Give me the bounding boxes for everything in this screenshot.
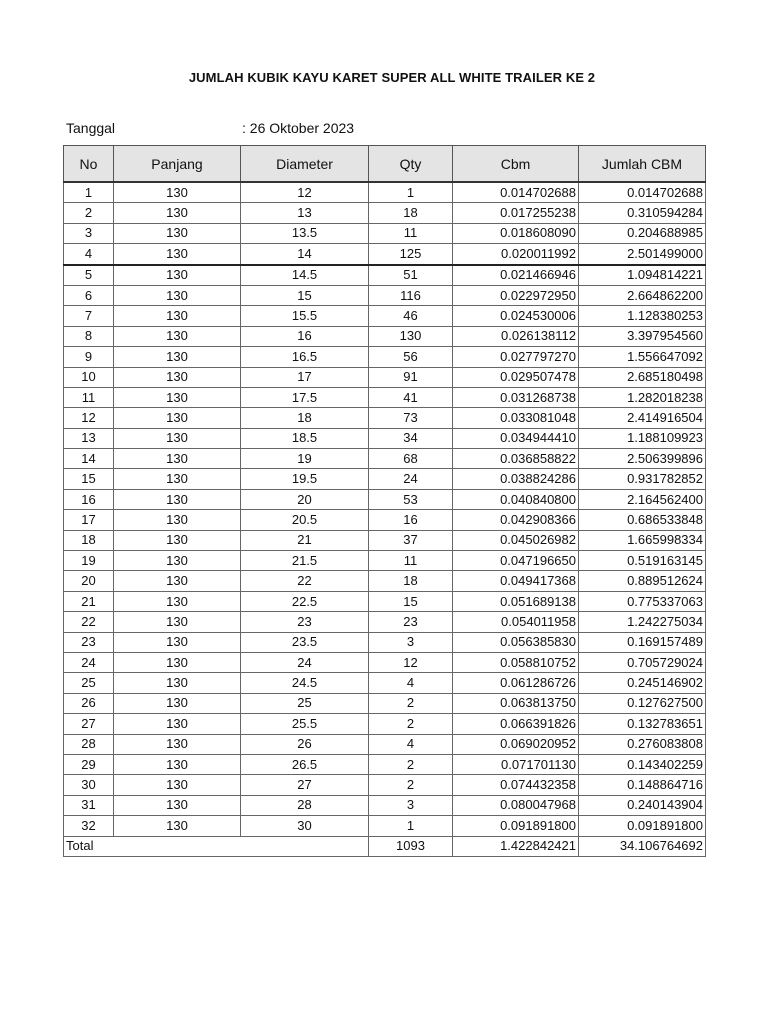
cell-no: 15 xyxy=(64,469,114,489)
cell-qty: 2 xyxy=(369,754,453,774)
table-row xyxy=(64,754,706,774)
cell-cbm: 0.061286726 xyxy=(453,673,579,693)
cell-diameter: 13.5 xyxy=(241,223,369,243)
cell-cbm: 0.017255238 xyxy=(453,203,579,223)
cell-diameter: 14.5 xyxy=(241,265,369,286)
cell-no: 17 xyxy=(64,510,114,530)
cell-jumlah-cbm: 0.931782852 xyxy=(579,469,706,489)
cell-panjang: 130 xyxy=(114,449,241,469)
cell-jumlah-cbm: 1.128380253 xyxy=(579,306,706,326)
cell-diameter: 23 xyxy=(241,612,369,632)
cell-qty: 3 xyxy=(369,795,453,815)
cell-diameter: 30 xyxy=(241,816,369,836)
cell-diameter: 25 xyxy=(241,693,369,713)
table-row xyxy=(64,714,706,734)
cell-panjang: 130 xyxy=(114,632,241,652)
cell-jumlah-cbm: 2.685180498 xyxy=(579,367,706,387)
cell-panjang: 130 xyxy=(114,306,241,326)
cell-panjang: 130 xyxy=(114,367,241,387)
cell-jumlah-cbm: 0.775337063 xyxy=(579,591,706,611)
cell-jumlah-cbm: 0.204688985 xyxy=(579,223,706,243)
cell-cbm: 0.045026982 xyxy=(453,530,579,550)
cell-jumlah-cbm: 0.014702688 xyxy=(579,182,706,203)
cell-no: 2 xyxy=(64,203,114,223)
cell-no: 16 xyxy=(64,489,114,509)
cell-diameter: 20.5 xyxy=(241,510,369,530)
cell-no: 3 xyxy=(64,223,114,243)
cell-no: 10 xyxy=(64,367,114,387)
table-row xyxy=(64,469,706,489)
cell-cbm: 0.033081048 xyxy=(453,408,579,428)
cell-no: 8 xyxy=(64,326,114,346)
table-row xyxy=(64,367,706,387)
total-jumlah-cbm: 34.106764692 xyxy=(579,836,706,856)
cell-no: 26 xyxy=(64,693,114,713)
cell-cbm: 0.051689138 xyxy=(453,591,579,611)
cell-no: 28 xyxy=(64,734,114,754)
cell-cbm: 0.014702688 xyxy=(453,182,579,203)
cell-qty: 1 xyxy=(369,182,453,203)
cell-cbm: 0.047196650 xyxy=(453,551,579,571)
table-row xyxy=(64,203,706,223)
cell-cbm: 0.080047968 xyxy=(453,795,579,815)
cell-panjang: 130 xyxy=(114,530,241,550)
cell-no: 1 xyxy=(64,182,114,203)
header-jumlah-cbm: Jumlah CBM xyxy=(579,146,706,183)
cell-diameter: 15 xyxy=(241,285,369,305)
cell-no: 24 xyxy=(64,652,114,672)
cell-cbm: 0.058810752 xyxy=(453,652,579,672)
cell-diameter: 22 xyxy=(241,571,369,591)
cell-panjang: 130 xyxy=(114,795,241,815)
cell-cbm: 0.054011958 xyxy=(453,612,579,632)
cell-no: 20 xyxy=(64,571,114,591)
cell-no: 31 xyxy=(64,795,114,815)
cell-jumlah-cbm: 1.665998334 xyxy=(579,530,706,550)
volume-table xyxy=(63,145,706,857)
cell-no: 27 xyxy=(64,714,114,734)
cell-diameter: 14 xyxy=(241,244,369,265)
cell-panjang: 130 xyxy=(114,652,241,672)
cell-panjang: 130 xyxy=(114,265,241,286)
cell-cbm: 0.022972950 xyxy=(453,285,579,305)
cell-panjang: 130 xyxy=(114,182,241,203)
cell-no: 12 xyxy=(64,408,114,428)
cell-qty: 15 xyxy=(369,591,453,611)
cell-diameter: 26 xyxy=(241,734,369,754)
table-row xyxy=(64,510,706,530)
cell-jumlah-cbm: 2.414916504 xyxy=(579,408,706,428)
cell-cbm: 0.063813750 xyxy=(453,693,579,713)
cell-cbm: 0.021466946 xyxy=(453,265,579,286)
cell-diameter: 24 xyxy=(241,652,369,672)
table-row xyxy=(64,816,706,836)
table-row xyxy=(64,285,706,305)
cell-diameter: 20 xyxy=(241,489,369,509)
cell-qty: 116 xyxy=(369,285,453,305)
cell-qty: 18 xyxy=(369,571,453,591)
cell-panjang: 130 xyxy=(114,347,241,367)
cell-cbm: 0.042908366 xyxy=(453,510,579,530)
table-row xyxy=(64,428,706,448)
cell-jumlah-cbm: 2.506399896 xyxy=(579,449,706,469)
cell-panjang: 130 xyxy=(114,754,241,774)
cell-qty: 34 xyxy=(369,428,453,448)
cell-jumlah-cbm: 0.132783651 xyxy=(579,714,706,734)
cell-panjang: 130 xyxy=(114,510,241,530)
cell-panjang: 130 xyxy=(114,734,241,754)
cell-panjang: 130 xyxy=(114,469,241,489)
table-row xyxy=(64,182,706,203)
cell-qty: 68 xyxy=(369,449,453,469)
cell-panjang: 130 xyxy=(114,612,241,632)
cell-no: 30 xyxy=(64,775,114,795)
cell-diameter: 15.5 xyxy=(241,306,369,326)
cell-panjang: 130 xyxy=(114,489,241,509)
cell-jumlah-cbm: 0.245146902 xyxy=(579,673,706,693)
cell-diameter: 16.5 xyxy=(241,347,369,367)
table-row xyxy=(64,306,706,326)
header-panjang: Panjang xyxy=(114,146,241,183)
cell-diameter: 17 xyxy=(241,367,369,387)
table-row xyxy=(64,571,706,591)
cell-jumlah-cbm: 2.664862200 xyxy=(579,285,706,305)
cell-qty: 53 xyxy=(369,489,453,509)
cell-no: 22 xyxy=(64,612,114,632)
cell-qty: 16 xyxy=(369,510,453,530)
cell-cbm: 0.029507478 xyxy=(453,367,579,387)
cell-jumlah-cbm: 0.127627500 xyxy=(579,693,706,713)
cell-diameter: 21 xyxy=(241,530,369,550)
cell-panjang: 130 xyxy=(114,244,241,265)
cell-no: 29 xyxy=(64,754,114,774)
cell-jumlah-cbm: 0.519163145 xyxy=(579,551,706,571)
cell-qty: 91 xyxy=(369,367,453,387)
cell-panjang: 130 xyxy=(114,571,241,591)
cell-jumlah-cbm: 0.240143904 xyxy=(579,795,706,815)
cell-no: 14 xyxy=(64,449,114,469)
cell-cbm: 0.027797270 xyxy=(453,347,579,367)
cell-no: 21 xyxy=(64,591,114,611)
date-label: Tanggal xyxy=(66,120,116,136)
cell-panjang: 130 xyxy=(114,775,241,795)
cell-no: 11 xyxy=(64,387,114,407)
table-row xyxy=(64,489,706,509)
cell-no: 9 xyxy=(64,347,114,367)
cell-qty: 2 xyxy=(369,693,453,713)
table-row xyxy=(64,265,706,286)
cell-jumlah-cbm: 0.276083808 xyxy=(579,734,706,754)
cell-jumlah-cbm: 0.705729024 xyxy=(579,652,706,672)
cell-cbm: 0.091891800 xyxy=(453,816,579,836)
cell-qty: 51 xyxy=(369,265,453,286)
cell-diameter: 18 xyxy=(241,408,369,428)
cell-jumlah-cbm: 1.188109923 xyxy=(579,428,706,448)
cell-qty: 11 xyxy=(369,551,453,571)
cell-qty: 2 xyxy=(369,775,453,795)
cell-diameter: 24.5 xyxy=(241,673,369,693)
cell-cbm: 0.026138112 xyxy=(453,326,579,346)
table-row xyxy=(64,693,706,713)
table-row xyxy=(64,673,706,693)
cell-qty: 73 xyxy=(369,408,453,428)
cell-panjang: 130 xyxy=(114,591,241,611)
cell-jumlah-cbm: 0.143402259 xyxy=(579,754,706,774)
cell-qty: 46 xyxy=(369,306,453,326)
cell-jumlah-cbm: 0.091891800 xyxy=(579,816,706,836)
cell-no: 7 xyxy=(64,306,114,326)
cell-cbm: 0.038824286 xyxy=(453,469,579,489)
cell-diameter: 18.5 xyxy=(241,428,369,448)
header-no: No xyxy=(64,146,114,183)
header-qty: Qty xyxy=(369,146,453,183)
cell-jumlah-cbm: 0.310594284 xyxy=(579,203,706,223)
cell-diameter: 19 xyxy=(241,449,369,469)
table-row xyxy=(64,387,706,407)
table-row xyxy=(64,530,706,550)
cell-diameter: 17.5 xyxy=(241,387,369,407)
cell-jumlah-cbm: 1.282018238 xyxy=(579,387,706,407)
cell-qty: 4 xyxy=(369,673,453,693)
cell-no: 23 xyxy=(64,632,114,652)
cell-no: 32 xyxy=(64,816,114,836)
cell-diameter: 25.5 xyxy=(241,714,369,734)
cell-qty: 24 xyxy=(369,469,453,489)
cell-cbm: 0.056385830 xyxy=(453,632,579,652)
cell-diameter: 12 xyxy=(241,182,369,203)
cell-panjang: 130 xyxy=(114,816,241,836)
cell-no: 4 xyxy=(64,244,114,265)
table-row xyxy=(64,347,706,367)
cell-jumlah-cbm: 0.889512624 xyxy=(579,571,706,591)
cell-jumlah-cbm: 1.094814221 xyxy=(579,265,706,286)
cell-cbm: 0.034944410 xyxy=(453,428,579,448)
cell-diameter: 21.5 xyxy=(241,551,369,571)
table-row xyxy=(64,408,706,428)
table-row xyxy=(64,734,706,754)
cell-panjang: 130 xyxy=(114,203,241,223)
total-blank xyxy=(114,836,369,856)
cell-qty: 4 xyxy=(369,734,453,754)
cell-qty: 37 xyxy=(369,530,453,550)
cell-panjang: 130 xyxy=(114,693,241,713)
table-row xyxy=(64,551,706,571)
cell-qty: 130 xyxy=(369,326,453,346)
cell-diameter: 13 xyxy=(241,203,369,223)
cell-qty: 2 xyxy=(369,714,453,734)
cell-qty: 18 xyxy=(369,203,453,223)
cell-diameter: 27 xyxy=(241,775,369,795)
cell-diameter: 28 xyxy=(241,795,369,815)
cell-diameter: 22.5 xyxy=(241,591,369,611)
table-row xyxy=(64,244,706,265)
cell-cbm: 0.031268738 xyxy=(453,387,579,407)
table-row xyxy=(64,652,706,672)
table-row xyxy=(64,591,706,611)
cell-no: 13 xyxy=(64,428,114,448)
cell-jumlah-cbm: 2.164562400 xyxy=(579,489,706,509)
date-value: : 26 Oktober 2023 xyxy=(242,120,355,136)
cell-panjang: 130 xyxy=(114,673,241,693)
cell-panjang: 130 xyxy=(114,326,241,346)
cell-cbm: 0.020011992 xyxy=(453,244,579,265)
cell-jumlah-cbm: 3.397954560 xyxy=(579,326,706,346)
total-row xyxy=(64,836,706,856)
cell-no: 6 xyxy=(64,285,114,305)
cell-cbm: 0.074432358 xyxy=(453,775,579,795)
cell-cbm: 0.066391826 xyxy=(453,714,579,734)
cell-panjang: 130 xyxy=(114,387,241,407)
cell-cbm: 0.040840800 xyxy=(453,489,579,509)
cell-jumlah-cbm: 2.501499000 xyxy=(579,244,706,265)
total-qty: 1093 xyxy=(369,836,453,856)
cell-jumlah-cbm: 1.242275034 xyxy=(579,612,706,632)
cell-panjang: 130 xyxy=(114,714,241,734)
cell-diameter: 23.5 xyxy=(241,632,369,652)
total-cbm: 1.422842421 xyxy=(453,836,579,856)
cell-panjang: 130 xyxy=(114,408,241,428)
header-cbm: Cbm xyxy=(453,146,579,183)
cell-qty: 125 xyxy=(369,244,453,265)
table-row xyxy=(64,632,706,652)
cell-qty: 12 xyxy=(369,652,453,672)
cell-qty: 1 xyxy=(369,816,453,836)
cell-diameter: 19.5 xyxy=(241,469,369,489)
cell-jumlah-cbm: 0.148864716 xyxy=(579,775,706,795)
table-row xyxy=(64,223,706,243)
cell-cbm: 0.036858822 xyxy=(453,449,579,469)
cell-cbm: 0.069020952 xyxy=(453,734,579,754)
cell-panjang: 130 xyxy=(114,551,241,571)
cell-no: 5 xyxy=(64,265,114,286)
header-diameter: Diameter xyxy=(241,146,369,183)
cell-jumlah-cbm: 1.556647092 xyxy=(579,347,706,367)
document-title: JUMLAH KUBIK KAYU KARET SUPER ALL WHITE TRAILER KE 2 xyxy=(188,70,596,85)
cell-qty: 11 xyxy=(369,223,453,243)
table-body xyxy=(64,182,706,836)
table-header-row xyxy=(64,146,706,183)
table-row xyxy=(64,326,706,346)
table-row xyxy=(64,449,706,469)
cell-cbm: 0.071701130 xyxy=(453,754,579,774)
cell-no: 19 xyxy=(64,551,114,571)
cell-panjang: 130 xyxy=(114,285,241,305)
cell-diameter: 16 xyxy=(241,326,369,346)
cell-panjang: 130 xyxy=(114,223,241,243)
total-label: Total xyxy=(64,836,114,856)
cell-qty: 23 xyxy=(369,612,453,632)
cell-qty: 56 xyxy=(369,347,453,367)
cell-no: 18 xyxy=(64,530,114,550)
cell-cbm: 0.049417368 xyxy=(453,571,579,591)
cell-diameter: 26.5 xyxy=(241,754,369,774)
table-row xyxy=(64,775,706,795)
cell-qty: 3 xyxy=(369,632,453,652)
cell-qty: 41 xyxy=(369,387,453,407)
table-row xyxy=(64,612,706,632)
cell-jumlah-cbm: 0.686533848 xyxy=(579,510,706,530)
cell-cbm: 0.024530006 xyxy=(453,306,579,326)
cell-panjang: 130 xyxy=(114,428,241,448)
cell-no: 25 xyxy=(64,673,114,693)
cell-jumlah-cbm: 0.169157489 xyxy=(579,632,706,652)
cell-cbm: 0.018608090 xyxy=(453,223,579,243)
table-row xyxy=(64,795,706,815)
